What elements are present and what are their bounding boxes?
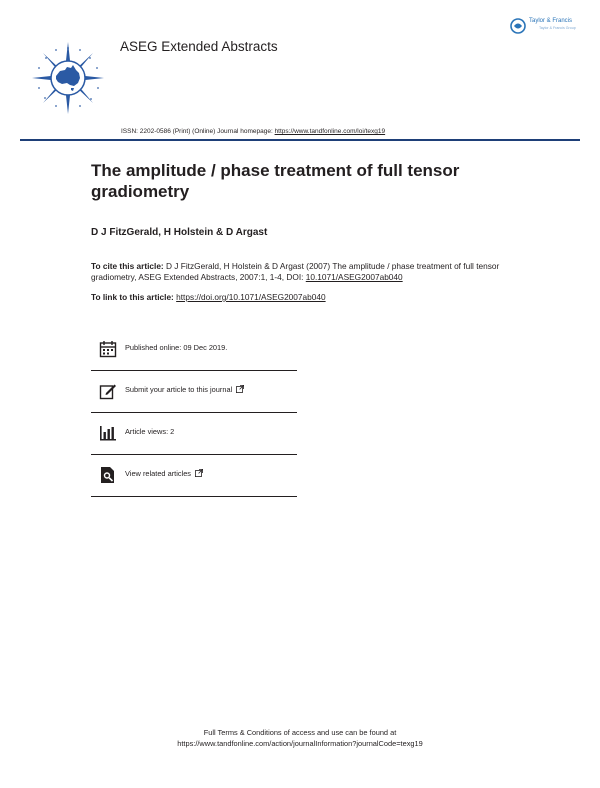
- cite-text: D J FitzGerald, H Holstein & D Argast (2007) The amplitude / phase treatment of full tensor gradiometry, ASEG Extended Abstracts, 2007:1, 1-4, DOI:: [91, 261, 500, 282]
- issn-line: [121, 128, 385, 135]
- issn-text: ISSN: 2202-0586 (Print) (Online) Journal homepage:: [121, 128, 275, 135]
- aseg-logo: [30, 40, 106, 116]
- header-divider: [20, 139, 580, 141]
- journal-homepage-link[interactable]: https://www.tandfonline.com/loi/texg19: [274, 128, 386, 135]
- views-label: Article views: 2: [125, 427, 175, 436]
- cite-label: To cite this article:: [91, 261, 164, 271]
- doi-link[interactable]: 10.1071/ASEG2007ab040: [305, 272, 403, 282]
- authors: D J FitzGerald, H Holstein & D Argast: [91, 227, 268, 238]
- edit-icon: [99, 382, 117, 400]
- article-link[interactable]: https://doi.org/10.1071/ASEG2007ab040: [176, 292, 326, 302]
- journal-title: ASEG Extended Abstracts: [120, 39, 278, 54]
- submit-label-text[interactable]: Submit your article to this journal: [125, 385, 233, 394]
- article-link-line: [91, 292, 326, 302]
- publisher-sub: Taylor & Francis Group: [539, 26, 576, 30]
- search-document-icon: [99, 466, 117, 484]
- published-row: [91, 328, 297, 371]
- footer-terms-link[interactable]: https://www.tandfonline.com/action/journalInformation?journalCode=texg19: [177, 739, 423, 748]
- bar-chart-icon: [99, 424, 117, 442]
- submit-label[interactable]: [125, 385, 244, 394]
- link-label: To link to this article:: [91, 292, 177, 302]
- publisher-name: Taylor & Francis: [529, 18, 573, 24]
- article-title: The amplitude / phase treatment of full tensor gradiometry: [91, 161, 460, 201]
- external-link-icon: [236, 385, 244, 393]
- footer-line-1: Full Terms & Conditions of access and use can be found at: [203, 728, 397, 737]
- footer: [0, 727, 600, 749]
- external-link-icon: [195, 469, 203, 477]
- views-row: [91, 412, 297, 455]
- calendar-icon: [99, 340, 117, 358]
- related-label[interactable]: [125, 469, 203, 478]
- submit-row[interactable]: [91, 370, 297, 413]
- related-label-text[interactable]: View related articles: [125, 469, 191, 478]
- related-row[interactable]: [91, 454, 297, 497]
- published-label: Published online: 09 Dec 2019.: [125, 343, 228, 352]
- citation: [91, 261, 511, 283]
